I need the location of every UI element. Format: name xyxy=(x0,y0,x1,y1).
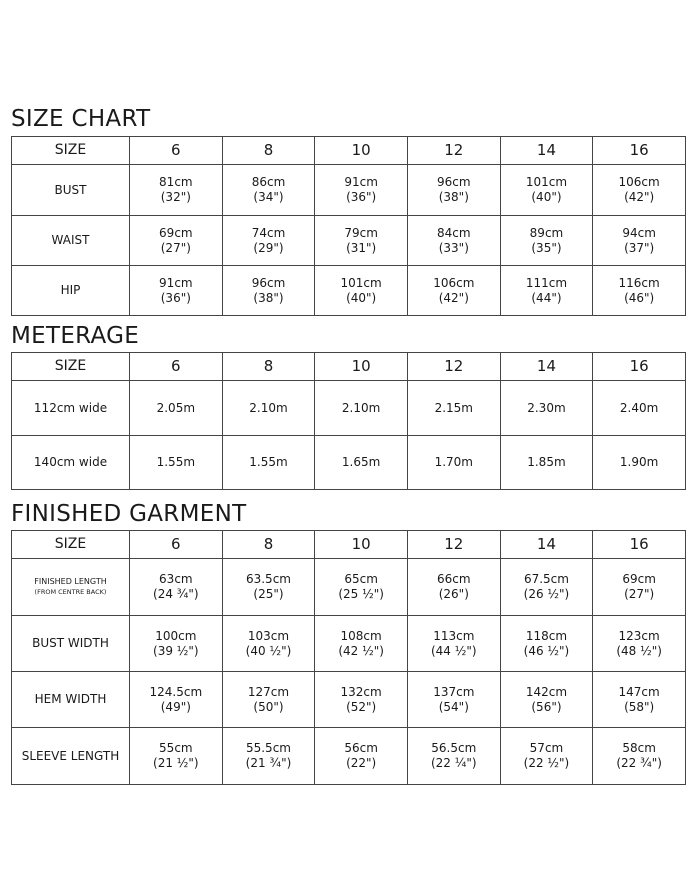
table-row xyxy=(12,381,686,436)
size-column-header: 16 xyxy=(593,353,686,381)
cell-metric-value: 106cm xyxy=(433,275,475,290)
table-cell xyxy=(593,165,686,216)
cell-metric-value: 1.65m xyxy=(341,455,381,469)
cell-imperial-value: (24 ¾") xyxy=(153,587,199,601)
table-cell xyxy=(407,216,500,266)
cell-imperial-value: (42") xyxy=(624,190,655,204)
row-label-text: SLEEVE LENGTH xyxy=(21,748,120,763)
table-cell xyxy=(130,216,223,266)
cell-metric-value: 118cm xyxy=(525,628,568,643)
table-cell xyxy=(222,216,315,266)
cell-metric-value: 2.05m xyxy=(156,400,196,415)
table-cell xyxy=(130,381,223,436)
cell-imperial-value: (48 ½") xyxy=(616,643,662,658)
table-cell xyxy=(593,266,686,316)
table-row xyxy=(12,728,686,785)
meterage-table xyxy=(11,352,686,490)
finished-garment-table xyxy=(11,530,686,785)
cell-metric-value: 96cm xyxy=(437,175,471,189)
cell-metric-value: 55.5cm xyxy=(245,741,291,755)
cell-metric-value: 58cm xyxy=(622,741,656,755)
size-column-header: 6 xyxy=(130,137,223,165)
table-cell xyxy=(315,381,408,436)
size-column-header: 14 xyxy=(500,137,593,165)
size-column-header: 8 xyxy=(222,531,315,559)
row-label xyxy=(12,616,130,672)
table-row xyxy=(12,559,686,616)
cell-metric-value: 108cm xyxy=(340,628,382,643)
size-header-label: SIZE xyxy=(12,137,130,165)
cell-metric-value: 84cm xyxy=(437,225,471,240)
row-label xyxy=(12,381,130,436)
size-column-header: 10 xyxy=(315,531,408,559)
cell-imperial-value: (50") xyxy=(253,699,284,714)
table-row xyxy=(12,165,686,216)
size-column-header: 16 xyxy=(593,137,686,165)
cell-imperial-value: (39 ½") xyxy=(153,643,199,658)
size-column-header: 12 xyxy=(407,353,500,381)
row-label-text: BUST WIDTH xyxy=(32,636,109,650)
finished-garment-title: FINISHED GARMENT xyxy=(11,501,247,527)
size-column-header: 6 xyxy=(130,353,223,381)
table-cell xyxy=(315,266,408,316)
cell-metric-value: 1.70m xyxy=(434,455,473,469)
row-label-text: 112cm wide xyxy=(33,400,108,415)
cell-metric-value: 1.55m xyxy=(156,455,196,469)
cell-metric-value: 65cm xyxy=(344,572,378,586)
cell-metric-value: 113cm xyxy=(433,628,475,643)
cell-metric-value: 1.85m xyxy=(527,455,566,469)
cell-metric-value: 111cm xyxy=(525,275,568,290)
table-row xyxy=(12,216,686,266)
cell-imperial-value: (44 ½") xyxy=(430,643,477,658)
cell-imperial-value: (22") xyxy=(346,756,377,770)
cell-imperial-value: (27") xyxy=(624,587,655,601)
table-cell xyxy=(500,672,593,728)
cell-imperial-value: (22 ½") xyxy=(523,756,570,770)
cell-imperial-value: (46") xyxy=(624,290,655,305)
table-cell xyxy=(500,381,593,436)
cell-imperial-value: (22 ¼") xyxy=(430,756,477,770)
cell-imperial-value: (29") xyxy=(253,240,284,255)
table-cell xyxy=(407,436,500,490)
table-cell xyxy=(407,165,500,216)
table-row xyxy=(12,672,686,728)
cell-imperial-value: (26") xyxy=(438,587,469,601)
cell-imperial-value: (25 ½") xyxy=(338,587,384,601)
table-cell xyxy=(593,559,686,616)
row-label xyxy=(12,165,130,216)
cell-metric-value: 2.40m xyxy=(619,400,659,415)
table-cell xyxy=(500,728,593,785)
table-cell xyxy=(130,436,223,490)
size-column-header: 12 xyxy=(407,531,500,559)
cell-metric-value: 137cm xyxy=(433,684,475,699)
cell-imperial-value: (40") xyxy=(531,190,562,204)
cell-imperial-value: (42") xyxy=(438,290,469,305)
table-cell xyxy=(407,559,500,616)
cell-imperial-value: (40 ½") xyxy=(245,643,292,658)
cell-metric-value: 127cm xyxy=(247,684,290,699)
size-column-header: 16 xyxy=(593,531,686,559)
table-cell xyxy=(130,728,223,785)
size-column-header: 10 xyxy=(315,353,408,381)
table-cell xyxy=(222,266,315,316)
row-label-text: 140cm wide xyxy=(33,455,108,469)
cell-metric-value: 74cm xyxy=(251,225,286,240)
cell-metric-value: 124.5cm xyxy=(149,684,203,699)
cell-metric-value: 67.5cm xyxy=(523,572,569,586)
table-cell xyxy=(500,216,593,266)
row-sublabel-text: (FROM CENTRE BACK) xyxy=(34,588,107,597)
cell-metric-value: 1.55m xyxy=(249,455,288,469)
cell-metric-value: 91cm xyxy=(344,175,378,189)
cell-metric-value: 2.30m xyxy=(527,400,566,415)
row-label xyxy=(12,728,130,785)
cell-metric-value: 2.10m xyxy=(249,400,288,415)
size-chart-title: SIZE CHART xyxy=(11,106,151,132)
cell-imperial-value: (21 ½") xyxy=(153,756,199,770)
size-column-header: 10 xyxy=(315,137,408,165)
row-label-text: WAIST xyxy=(51,233,90,247)
cell-metric-value: 101cm xyxy=(525,175,568,189)
cell-imperial-value: (52") xyxy=(346,699,377,714)
cell-imperial-value: (54") xyxy=(438,699,469,714)
cell-imperial-value: (49") xyxy=(160,699,191,714)
table-cell xyxy=(222,616,315,672)
cell-imperial-value: (42 ½") xyxy=(338,643,384,658)
row-label-text: BUST xyxy=(54,182,87,197)
cell-imperial-value: (31") xyxy=(346,240,377,255)
cell-imperial-value: (44") xyxy=(531,290,562,305)
cell-imperial-value: (25") xyxy=(253,587,284,601)
row-label xyxy=(12,559,130,616)
cell-metric-value: 66cm xyxy=(437,572,471,586)
cell-metric-value: 147cm xyxy=(618,684,660,699)
table-cell xyxy=(222,165,315,216)
header-row xyxy=(12,531,686,559)
cell-imperial-value: (46 ½") xyxy=(523,643,570,658)
size-column-header: 14 xyxy=(500,353,593,381)
cell-imperial-value: (27") xyxy=(160,240,191,255)
size-header-label: SIZE xyxy=(12,353,130,381)
row-label xyxy=(12,266,130,316)
table-cell xyxy=(315,728,408,785)
size-chart-table xyxy=(11,136,686,316)
row-label-text: HIP xyxy=(60,283,81,297)
table-cell xyxy=(500,616,593,672)
cell-imperial-value: (33") xyxy=(438,240,469,255)
cell-metric-value: 63cm xyxy=(159,572,193,586)
table-cell xyxy=(315,672,408,728)
size-column-header: 8 xyxy=(222,353,315,381)
cell-imperial-value: (21 ¾") xyxy=(245,756,292,770)
cell-metric-value: 132cm xyxy=(340,684,382,699)
row-label-text: FINISHED LENGTH xyxy=(34,577,107,587)
size-column-header: 6 xyxy=(130,531,223,559)
cell-metric-value: 142cm xyxy=(525,684,568,699)
size-header-label: SIZE xyxy=(12,531,130,559)
cell-metric-value: 56.5cm xyxy=(431,741,477,755)
cell-imperial-value: (36") xyxy=(346,190,377,204)
cell-metric-value: 55cm xyxy=(159,741,193,755)
table-cell xyxy=(500,559,593,616)
table-cell xyxy=(593,216,686,266)
table-cell xyxy=(130,266,223,316)
cell-imperial-value: (56") xyxy=(531,699,562,714)
table-cell xyxy=(315,616,408,672)
table-cell xyxy=(315,559,408,616)
table-cell xyxy=(593,436,686,490)
row-label xyxy=(12,672,130,728)
row-label-text: HEM WIDTH xyxy=(34,692,107,706)
table-cell xyxy=(222,559,315,616)
table-row xyxy=(12,266,686,316)
cell-imperial-value: (32") xyxy=(160,190,191,204)
cell-metric-value: 100cm xyxy=(155,628,197,643)
cell-metric-value: 116cm xyxy=(618,275,660,290)
size-column-header: 12 xyxy=(407,137,500,165)
cell-imperial-value: (58") xyxy=(624,699,655,714)
cell-imperial-value: (38") xyxy=(438,190,469,204)
table-cell xyxy=(593,616,686,672)
cell-imperial-value: (26 ½") xyxy=(523,587,570,601)
table-cell xyxy=(130,616,223,672)
cell-metric-value: 2.10m xyxy=(341,400,381,415)
size-column-header: 14 xyxy=(500,531,593,559)
table-row xyxy=(12,436,686,490)
table-cell xyxy=(130,165,223,216)
table-cell xyxy=(593,672,686,728)
cell-imperial-value: (37") xyxy=(624,240,655,255)
cell-imperial-value: (38") xyxy=(253,290,284,305)
table-cell xyxy=(407,616,500,672)
table-cell xyxy=(407,381,500,436)
meterage-title: METERAGE xyxy=(11,323,140,349)
table-cell xyxy=(222,436,315,490)
row-label xyxy=(12,436,130,490)
table-cell xyxy=(593,728,686,785)
cell-metric-value: 106cm xyxy=(618,175,660,189)
table-cell xyxy=(593,381,686,436)
table-cell xyxy=(315,436,408,490)
table-cell xyxy=(500,165,593,216)
cell-metric-value: 2.15m xyxy=(434,400,473,415)
table-cell xyxy=(500,266,593,316)
cell-metric-value: 63.5cm xyxy=(245,572,291,586)
cell-imperial-value: (36") xyxy=(160,290,191,305)
row-label xyxy=(12,216,130,266)
cell-metric-value: 69cm xyxy=(622,572,656,586)
cell-metric-value: 101cm xyxy=(340,275,382,290)
table-cell xyxy=(130,672,223,728)
table-cell xyxy=(500,436,593,490)
table-row xyxy=(12,616,686,672)
table-cell xyxy=(222,672,315,728)
cell-metric-value: 94cm xyxy=(622,225,656,240)
size-column-header: 8 xyxy=(222,137,315,165)
table-cell xyxy=(315,165,408,216)
table-cell xyxy=(315,216,408,266)
cell-metric-value: 89cm xyxy=(529,225,564,240)
cell-metric-value: 103cm xyxy=(247,628,290,643)
header-row xyxy=(12,137,686,165)
cell-metric-value: 81cm xyxy=(159,175,193,189)
cell-metric-value: 57cm xyxy=(529,741,564,755)
table-cell xyxy=(222,381,315,436)
table-cell xyxy=(407,672,500,728)
table-cell xyxy=(407,266,500,316)
cell-imperial-value: (40") xyxy=(346,290,377,305)
cell-imperial-value: (22 ¾") xyxy=(616,756,662,770)
cell-imperial-value: (35") xyxy=(531,240,562,255)
cell-imperial-value: (34") xyxy=(253,190,284,204)
table-cell xyxy=(130,559,223,616)
cell-metric-value: 91cm xyxy=(159,275,193,290)
cell-metric-value: 69cm xyxy=(159,225,193,240)
cell-metric-value: 1.90m xyxy=(619,455,659,469)
cell-metric-value: 56cm xyxy=(344,741,378,755)
table-cell xyxy=(407,728,500,785)
cell-metric-value: 96cm xyxy=(251,275,286,290)
header-row xyxy=(12,353,686,381)
table-cell xyxy=(222,728,315,785)
cell-metric-value: 86cm xyxy=(251,175,286,189)
cell-metric-value: 79cm xyxy=(344,225,378,240)
cell-metric-value: 123cm xyxy=(618,628,660,643)
